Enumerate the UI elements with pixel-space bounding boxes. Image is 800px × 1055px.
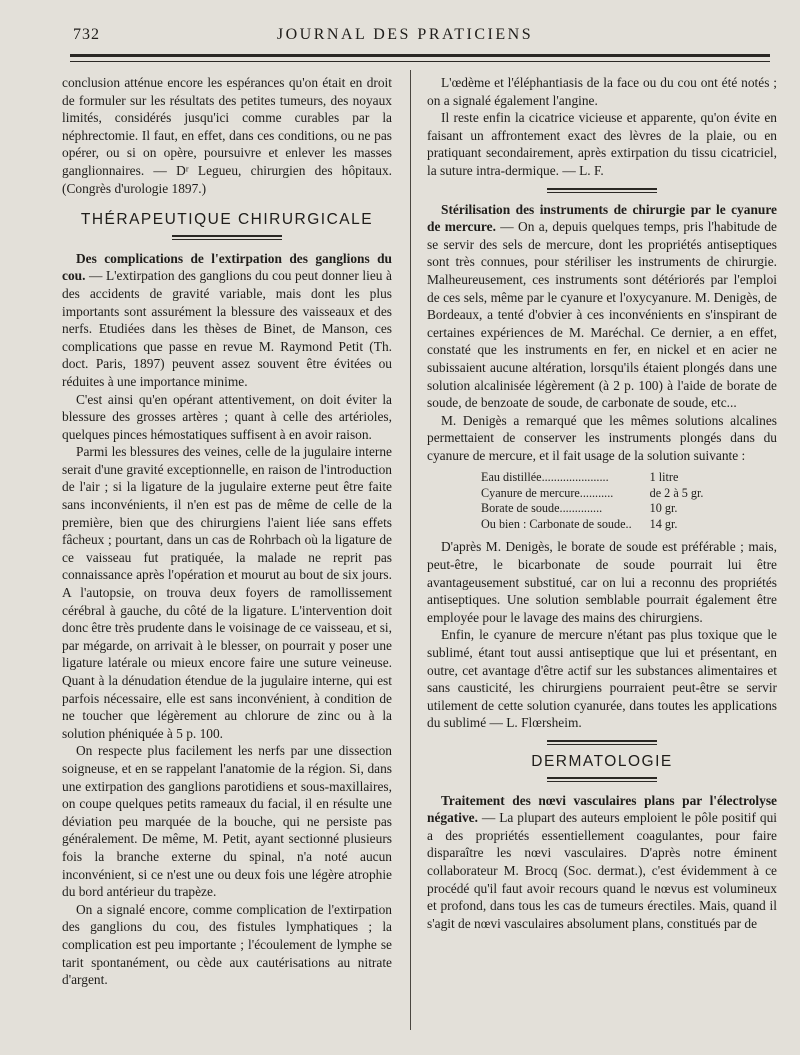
formula-quantity: 10 gr.: [649, 501, 678, 516]
formula-table: [477, 470, 707, 532]
article-sterilisation-text: — On a, depuis quelques temps, pris l'habitude de se servir des sels de mercure, dont les propriétés antiseptiques sont très connues, pour stériliser les instruments de chirurgie. Malheureusement, ces instruments sont détériorés par l'emploi de ces sels, même par le cyanure et l'oxycyanure. M. Denigès, de Bordeaux, a tenté d'obvier à ces inconvénients en s'inspirant de certaines expériences de M. Maréchal. Ce dernier, a en effet, constaté que les instruments en fer, en nickel et en acier ne subissaient aucune altération, lorsqu'ils étaient plongés dans une solution alcalinisée légèrement (à 2 p. 100) à l'aide de borate de soude, de benzoate de soude, de carbonate de soude, etc...: [427, 219, 778, 411]
article-ganglions-paragraph: [62, 250, 392, 391]
formula-row: [477, 517, 707, 533]
section-title-therapeutique: THÉRAPEUTIQUE CHIRURGICALE: [80, 211, 374, 229]
separator-rule: [547, 740, 657, 745]
left-column: [62, 74, 392, 989]
separator-rule: [547, 188, 657, 193]
formula-ingredient: Borate de soude..............: [481, 501, 603, 516]
article-title-naevi: Traitement des nœvi vasculaires plans par l'électrolyse négative.: [427, 792, 777, 826]
formula-ingredient: Ou bien : Carbonate de soude..: [481, 516, 632, 531]
article-sterilisation-paragraph: [427, 201, 777, 412]
article-naevi-paragraph: [427, 792, 777, 933]
section-title-dermatologie: DERMATOLOGIE: [531, 753, 673, 770]
journal-title: JOURNAL DES PRATICIENS: [276, 26, 534, 43]
paragraph: Il reste enfin la cicatrice vicieuse et apparente, qu'on évite en faisant un affrontement exact des lèvres de la plaie, ou en pratiquant secondairement, après extirpation du tissu cicatriciel, la suture intra-dermique. — L. F.: [427, 110, 777, 178]
paragraph: On respecte plus facilement les nerfs par une dissection soigneuse, et en se rappelant l'anatomie de la région. Si, dans une extirpation des ganglions parotidiens et sous-maxillaires, on coupe quelques petits rameaux du facial, il en résulte une déviation peu marquée de la bouche, qui ne persiste pas généralement. De même, M. Petit, ayant sectionné plusieurs fois la branche externe du spinal, n'a noté aucun inconvénient, si ce n'est une ou deux fois une légère atrophie du bord antérieur du trapèze.: [62, 743, 392, 900]
paragraph: On a signalé encore, comme complication de l'extirpation des ganglions du cou, des fistules lymphatiques ; la complication est peu importante ; l'écoulement de lymphe se tarit spontanément, ou cède aux cautérisations au nitrate d'argent.: [62, 901, 392, 988]
formula-row: [477, 470, 707, 486]
formula-quantity: 1 litre: [649, 470, 679, 485]
page-number: 732: [73, 26, 100, 43]
section-rule: [172, 235, 282, 240]
paragraph: D'après M. Denigès, le borate de soude est préférable ; mais, peut-être, le bicarbonate de soude pourrait lui être avantageusement substitué, car on lui a reconnu des propriétés antiseptiques. Une solution semblable pourrait également être employée pour le lavage des mains des chirurgiens.: [427, 539, 777, 625]
article-ganglions-text: — L'extirpation des ganglions du cou peut donner lieu à des accidents de gravité variable, mais dont les plus importants sont assurément la blessure des vaisseaux et des nerfs. Etudiées dans les thèses de Binet, de Manson, ces complications que passe en revue M. Raymond Petit (Th. doct. Paris, 1897) peuvent assez souvent être évitées ou réduites à une importance minime.: [62, 268, 392, 389]
formula-quantity: de 2 à 5 gr.: [649, 485, 704, 500]
header-rule: [70, 54, 770, 62]
right-column: [427, 74, 777, 932]
article-title-sterilisation: Stérilisation des instruments de chirurgie par le cyanure de mercure.: [427, 201, 777, 235]
formula-row: [477, 486, 707, 502]
page-header: [40, 22, 770, 52]
paragraph: Parmi les blessures des veines, celle de la jugulaire interne serait d'une gravité exceptionnelle, en raison de l'introduction de l'air ; si la ligature de la jugulaire externe peut être faite sans inconvénients, il n'en est pas de même de celle de la première, bien que des chirurgiens l'aient liée sans effets fâcheux ; pourtant, dans un cas de Rohrbach où la ligature de ce vaisseau fut pratiquée, la malade ne reprit pas connaissance après l'opération et mourut au bout de six jours. A l'autopsie, on trouva deux foyers de ramollissement cérébral à gauche, du côté de la ligature. L'intervention doit donc être très prudente dans le voisinage de ce vaisseau, et si, par mégarde, on arrivait à le blesser, on pourrait y poser une ligature latérale ou mieux encore faire une suture veineuse. Quant à la dénudation étendue de la jugulaire interne, qui est parfois nécessaire, elle est sans inconvénient, à condition de ne toucher que légèrement au chlorure de zinc ou à la solution phéniquée à 5 p. 100.: [62, 444, 392, 741]
paragraph: L'œdème et l'éléphantiasis de la face ou du cou ont été notés ; on a signalé également l'angine.: [427, 75, 777, 108]
column-divider: [410, 70, 411, 1030]
paragraph: M. Denigès a remarqué que les mêmes solutions alcalines permettaient de conserver les instruments plongés dans du cyanure de mercure, et il fait usage de la solution suivante :: [427, 412, 777, 463]
formula-ingredient: Eau distillée......................: [481, 470, 609, 485]
formula-row: [477, 501, 707, 517]
article-naevi-text: — La plupart des auteurs emploient le pôle positif qui a des propriétés essentiellement coagulantes, pour faire disparaître les nœvi vasculaires. D'après notre éminent collaborateur M. Brocq (Soc. dermat.), c'est évidemment à ce procédé qu'il faut avoir recours quand le nœvus est volumineux et profond, dans tous les cas de tumeurs érectiles. Mais, quand il s'agit de nœvi vasculaires absolument plans, constitués par de: [427, 810, 777, 931]
formula-ingredient: Cyanure de mercure...........: [481, 485, 614, 500]
intro-paragraph: conclusion atténue encore les espérances qu'on était en droit de formuler sur les résultats des petites tumeurs, des noyaux limités, considérés jusqu'ici comme curables par la néphrectomie. Il faut, en effet, dans ces conditions, ou ne pas opérer, ou si on opère, poursuivre et enlever les masses ganglionnaires. — Dʳ Legueu, chirurgien des hôpitaux. (Congrès d'urologie 1897.): [62, 75, 392, 196]
formula-quantity: 14 gr.: [649, 516, 678, 531]
article-title-ganglions: Des complications de l'extirpation des ganglions du cou.: [62, 250, 392, 284]
paragraph: Enfin, le cyanure de mercure n'étant pas plus toxique que le sublimé, étant tout aussi antiseptique que lui et présentant, en outre, cet avantage d'être actif sur les substances alimentaires et sans causticité, les chirurgiens pourraient peut-être se servir utilement de cette solution cyanurée, dans toutes les applications du sublimé — L. Flœrsheim.: [427, 627, 777, 731]
paragraph: C'est ainsi qu'en opérant attentivement, on doit éviter la blessure des grosses artères ; quant à celle des artérioles, quelques pinces hémostatiques suffisent à en avoir raison.: [62, 391, 392, 442]
section-rule: [547, 777, 657, 782]
